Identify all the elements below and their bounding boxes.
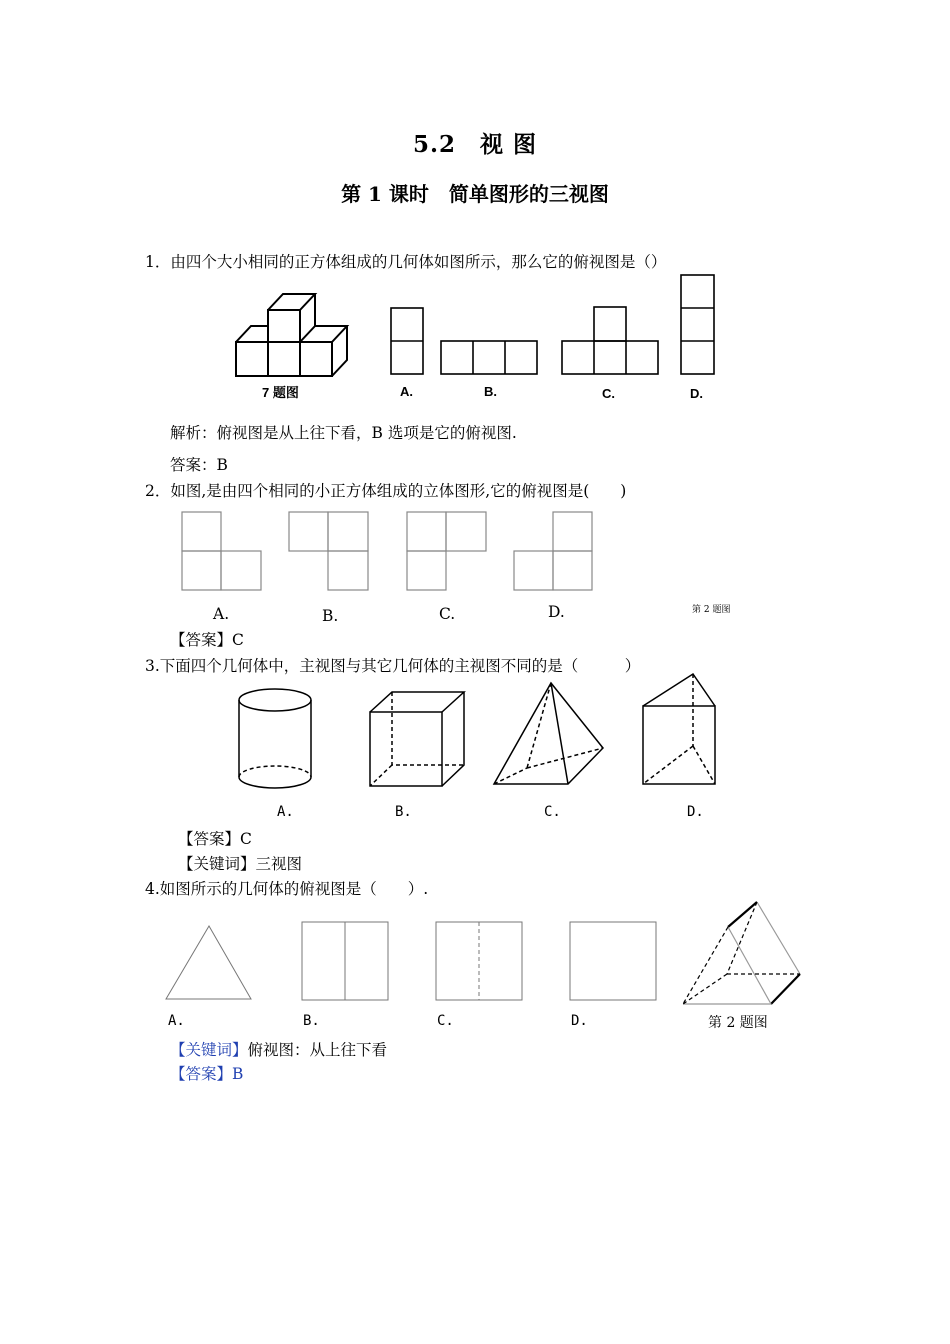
q2-option-a: A.	[213, 605, 230, 623]
q3-stem: 3.下面四个几何体中，主视图与其它几何体的主视图不同的是（ ）	[145, 657, 641, 675]
q4-option-d: D.	[571, 1013, 588, 1029]
q3-keyword: 【关键词】三视图	[178, 855, 303, 873]
q3-answer: 【答案】C	[178, 830, 252, 848]
q1-analysis: 解析：俯视图是从上往下看，B 选项是它的俯视图.	[170, 424, 517, 442]
q4-stem: 4.如图所示的几何体的俯视图是（ ）.	[145, 880, 429, 898]
q4-keyword-label: 【关键词】	[170, 1041, 248, 1059]
section-title: 5.2 视 图	[412, 131, 538, 158]
q4-answer-label: 【答案】	[170, 1065, 233, 1083]
q2-fig-caption: 第 2 题图	[692, 605, 731, 615]
q1-option-c: C.	[602, 386, 615, 401]
q1-option-b: B.	[484, 384, 497, 399]
q1-answer: 答案：B	[170, 456, 228, 474]
q1-option-d: D.	[690, 386, 703, 401]
q4-option-a: A.	[168, 1013, 185, 1029]
q2-stem: 2．如图,是由四个相同的小正方体组成的立体图形,它的俯视图是( )	[145, 482, 627, 500]
q2-option-c: C.	[439, 605, 456, 623]
q4-keyword-text: 俯视图：从上往下看	[247, 1041, 388, 1059]
q3-option-d: D.	[687, 804, 704, 820]
lesson-title: 第 1 课时 简单图形的三视图	[341, 182, 609, 206]
q4-answer-line	[170, 1062, 243, 1084]
q1-fig-caption: 7 题图	[262, 385, 299, 400]
q4-answer-text: B	[232, 1065, 244, 1083]
q2-answer: 【答案】C	[170, 631, 244, 649]
q3-option-c: C.	[544, 804, 561, 820]
q4-keyword-line	[170, 1038, 387, 1060]
q2-option-b: B.	[322, 607, 339, 625]
q1-option-a: A.	[400, 384, 413, 399]
q1-stem: 1．由四个大小相同的正方体组成的几何体如图所示，那么它的俯视图是（）	[145, 253, 667, 271]
q3-option-a: A.	[277, 804, 294, 820]
q2-option-d: D.	[548, 603, 565, 621]
q4-fig-caption: 第 2 题图	[708, 1015, 768, 1031]
q3-option-b: B.	[395, 804, 412, 820]
q4-option-b: B.	[303, 1013, 320, 1029]
q4-option-c: C.	[437, 1013, 454, 1029]
